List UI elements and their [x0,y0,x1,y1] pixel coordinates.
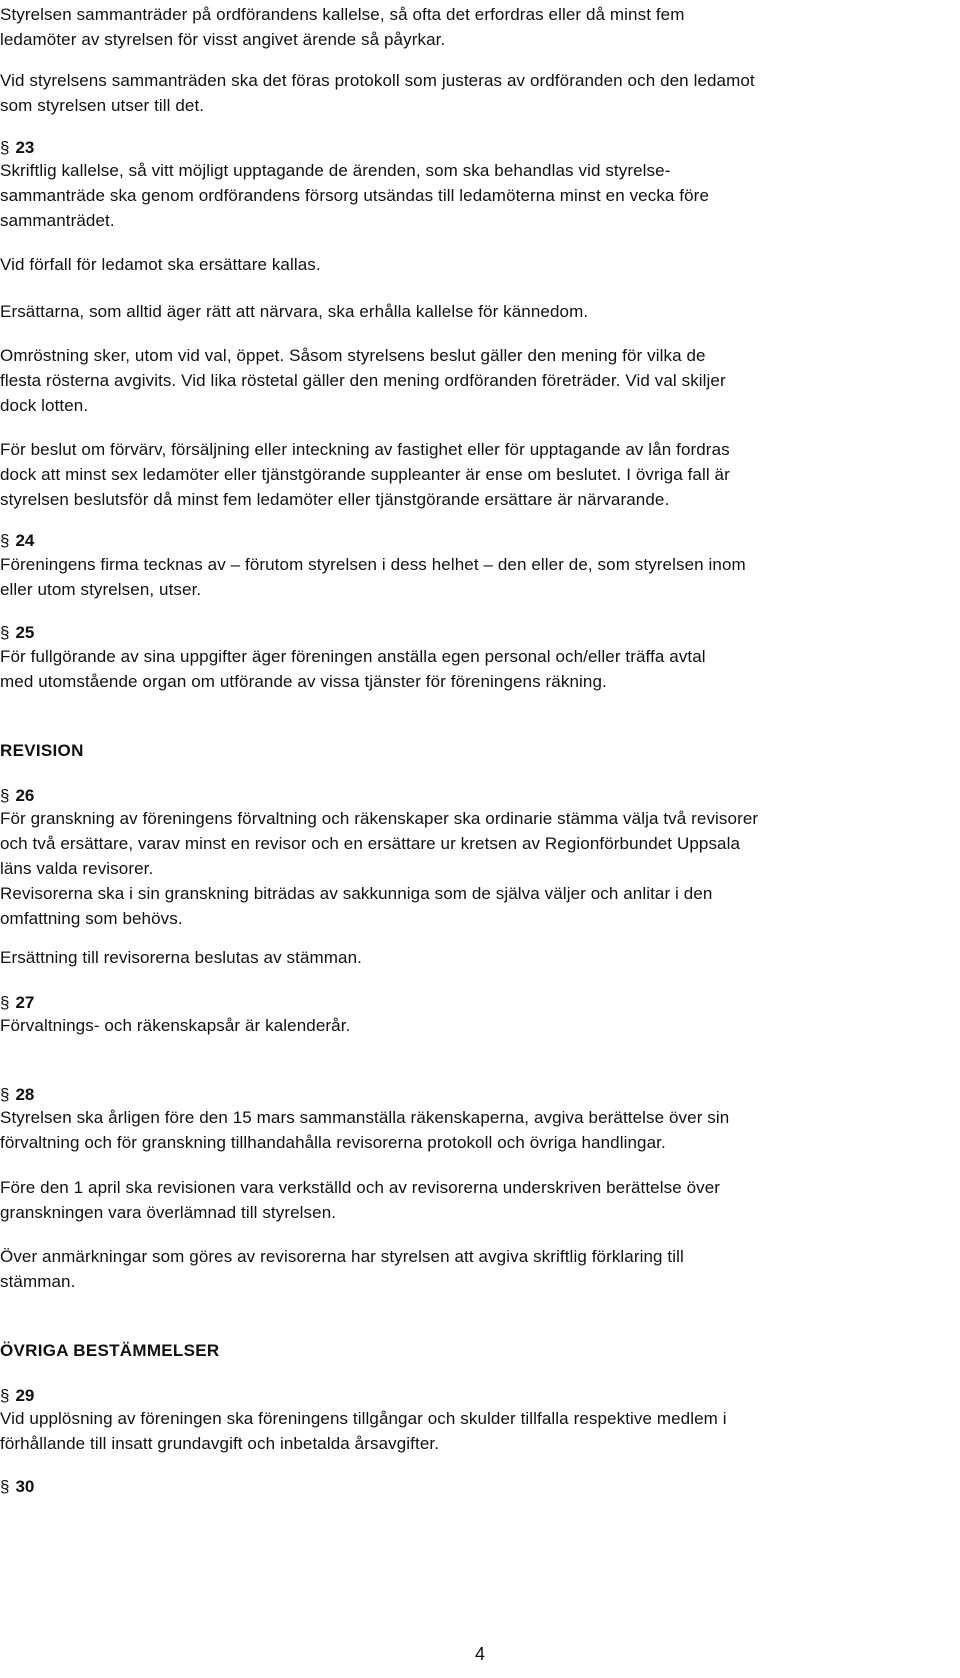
paragraph: Omröstning sker, utom vid val, öppet. Såsom styrelsens beslut gäller den mening för vilka de flesta rösterna avgivits. Vid lika röstetal gäller den mening ordföranden företräder. Vid val skiljer dock lotten. [0,346,726,415]
section-heading-30 [0,1474,960,1499]
section-symbol: § [0,786,10,805]
section-number: 29 [15,1386,35,1405]
paragraph: Skriftlig kallelse, så vitt möjligt upptagande de ärenden, som ska behandlas vid styrelse- sammanträde ska genom ordförandens försorg utsändas till ledamöterna minst en vecka före sammanträdet. [0,161,709,230]
section-heading-26 [0,783,960,808]
paragraph: Styrelsen sammanträder på ordförandens kallelse, så ofta det erfordras eller då minst fem ledamöter av styrelsen för visst angivet ärende så påyrkar. [0,5,685,49]
section-number: 27 [15,993,35,1012]
section-symbol: § [0,1085,10,1104]
page-number: 4 [474,1644,485,1664]
section-symbol: § [0,993,10,1012]
paragraph: Vid förfall för ledamot ska ersättare kallas. [0,255,321,274]
section-number: 28 [15,1085,35,1104]
paragraph: Förvaltnings- och räkenskapsår är kalenderår. [0,1016,351,1035]
paragraph: För beslut om förvärv, försäljning eller inteckning av fastighet eller för upptagande av lån fordras dock att minst sex ledamöter eller tjänstgörande suppleanter är ense om beslutet. I övriga fall är styrelsen beslutsför då minst fem ledamöter eller tjänstgörande ersättare är närvarande. [0,440,730,509]
section-symbol: § [0,1386,10,1405]
paragraph: Styrelsen ska årligen före den 15 mars sammanställa räkenskaperna, avgiva berättelse över sin förvaltning och för granskning tillhandahålla revisorerna protokoll och övriga handlingar. [0,1108,730,1152]
paragraph: För granskning av föreningens förvaltning och räkenskaper ska ordinarie stämma välja två revisorer och två ersättare, varav minst en revisor och en ersättare ur kretsen av Regionförbundet Uppsala läns valda revisorer. Revisorerna ska i sin granskning biträdas av sakkunniga som de själva väljer och anlitar i den omfattning som behövs. [0,809,759,928]
paragraph: Vid upplösning av föreningen ska föreningens tillgångar och skulder tillfalla respektive medlem i förhållande till insatt grundavgift och inbetalda årsavgifter. [0,1409,727,1453]
section-heading-27 [0,990,960,1015]
section-number: 24 [15,531,35,550]
paragraph: För fullgörande av sina uppgifter äger föreningen anställa egen personal och/eller träffa avtal med utomstående organ om utförande av vissa tjänster för föreningens räkning. [0,647,706,691]
section-heading-23 [0,135,960,160]
paragraph: Vid styrelsens sammanträden ska det föras protokoll som justeras av ordföranden och den ledamot som styrelsen utser till det. [0,71,755,115]
section-heading-29 [0,1383,960,1408]
section-symbol: § [0,623,10,642]
paragraph: Ersättarna, som alltid äger rätt att närvara, ska erhålla kallelse för kännedom. [0,302,589,321]
paragraph: Föreningens firma tecknas av – förutom styrelsen i dess helhet – den eller de, som styrelsen inom eller utom styrelsen, utser. [0,555,746,599]
heading-ovriga-bestammelser: ÖVRIGA BESTÄMMELSER [0,1341,220,1360]
section-heading-28 [0,1082,960,1107]
section-number: 26 [15,786,35,805]
heading-revision: REVISION [0,741,84,760]
paragraph: Över anmärkningar som göres av revisorerna har styrelsen att avgiva skriftlig förklaring till stämman. [0,1247,684,1291]
section-number: 30 [15,1477,35,1496]
section-number: 25 [15,623,35,642]
section-symbol: § [0,138,10,157]
section-number: 23 [15,138,35,157]
section-symbol: § [0,1477,10,1496]
section-symbol: § [0,531,10,550]
paragraph: Före den 1 april ska revisionen vara verkställd och av revisorerna underskriven berättelse över granskningen vara överlämnad till styrelsen. [0,1178,721,1222]
section-heading-24 [0,528,960,553]
paragraph: Ersättning till revisorerna beslutas av stämman. [0,948,362,967]
section-heading-25 [0,620,960,645]
